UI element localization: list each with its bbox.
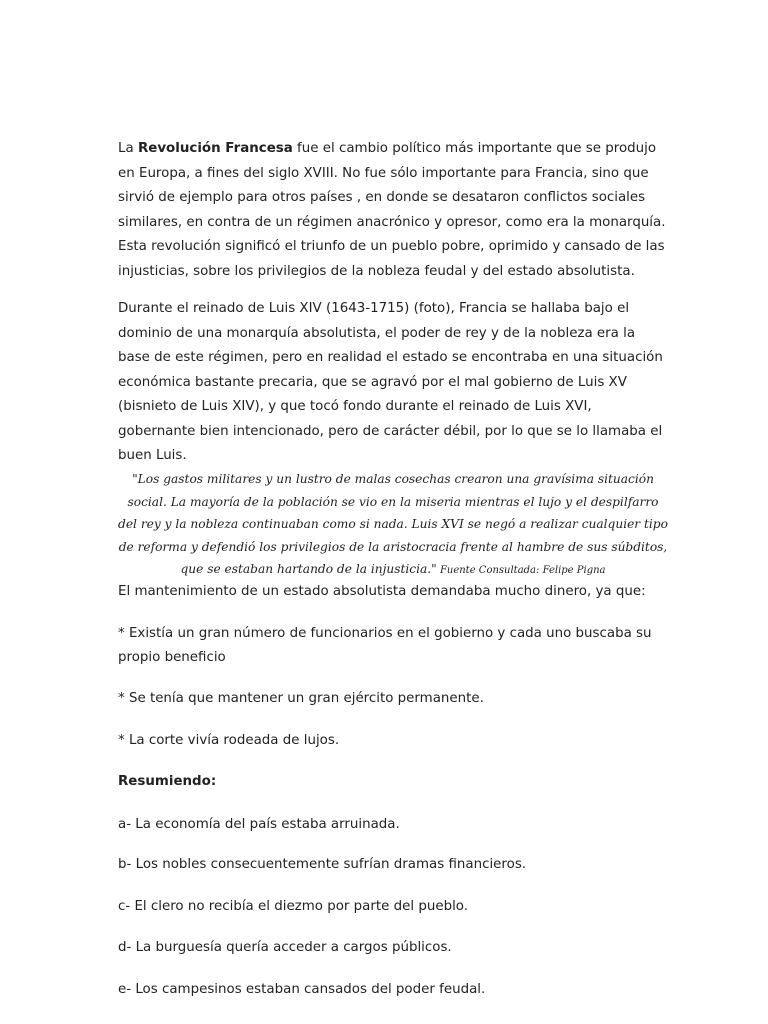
bullet-item: * Existía un gran número de funcionarios en el gobierno y cada uno buscaba su propio beneficio [118, 626, 652, 665]
summary-item: a- La economía del país estaba arruinada. [118, 817, 400, 832]
summary-item: e- Los campesinos estaban cansados del poder feudal. [118, 982, 486, 997]
bullet-item: * La corte vivía rodeada de lujos. [118, 733, 340, 748]
quote-text: "Los gastos militares y un lustro de malas cosechas crearon una gravísima situación social. La mayoría de la población se vio en la miseria mientras el lujo y el despilfarro del rey y la nobleza continuaban como si nada. Luis XVI se negó a realizar cualquier tipo de reforma y defendió los privilegios de la aristocracia frente al hambre de sus súbditos, que se estaban hartando de la injusticia." [118, 472, 668, 577]
summary-heading: Resumiendo: [118, 774, 217, 789]
summary-item: c- El clero no recibía el diezmo por parte del pueblo. [118, 899, 468, 914]
intro-paragraph [118, 137, 668, 284]
intro-body: fue el cambio político más importante que se produjo en Europa, a fines del siglo XVIII. No fue sólo importante para Francia, sino que sirvió de ejemplo para otros países , en donde se desataron conflictos sociales similares, en contra de un régimen anacrónico y opresor, como era la monarquía. Esta revolución significó el triunfo de un pueblo pobre, oprimido y cansado de las injusticias, sobre los privilegios de la nobleza feudal y del estado absolutista. [118, 141, 666, 279]
costs-intro: El mantenimiento de un estado absolutista demandaba mucho dinero, ya que: [118, 584, 646, 599]
summary-item: d- La burguesía quería acceder a cargos públicos. [118, 940, 452, 955]
intro-pre: La [118, 141, 138, 156]
summary-item: b- Los nobles consecuentemente sufrían dramas financieros. [118, 857, 527, 872]
quote-block [118, 468, 668, 583]
bullet-item: * Se tenía que mantener un gran ejército permanente. [118, 691, 484, 706]
quote-source: Fuente Consultada: Felipe Pigna [436, 565, 606, 577]
louis-paragraph: Durante el reinado de Luis XIV (1643-1715) (foto), Francia se hallaba bajo el dominio de una monarquía absolutista, el poder de rey y de la nobleza era la base de este régimen, pero en realidad el estado se encontraba en una situación económica bastante precaria, que se agravó por el mal gobierno de Luis XV (bisnieto de Luis XIV), y que tocó fondo durante el reinado de Luis XVI, gobernante bien intencionado, pero de carácter débil, por lo que se lo llamaba el buen Luis. [118, 301, 663, 463]
intro-bold-term: Revolución Francesa [137, 141, 293, 156]
